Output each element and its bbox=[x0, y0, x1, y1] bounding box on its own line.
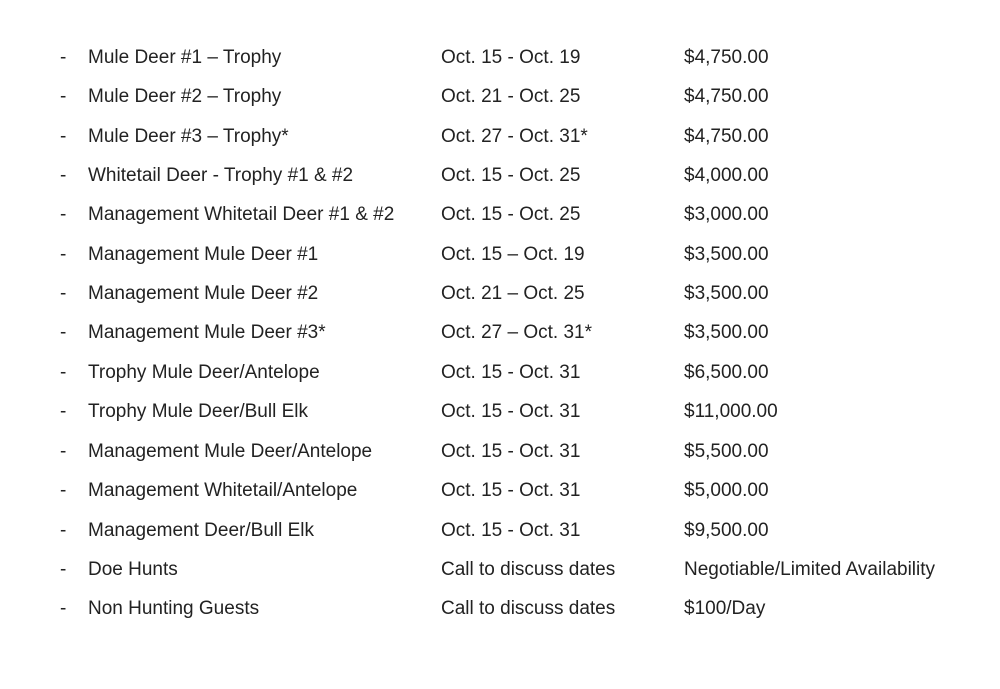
hunt-price: $4,000.00 bbox=[684, 165, 769, 186]
hunt-name: Management Mule Deer/Antelope bbox=[88, 441, 373, 462]
hunt-price: $11,000.00 bbox=[684, 401, 778, 422]
list-bullet: - bbox=[60, 126, 67, 147]
list-item bbox=[0, 358, 1000, 388]
list-bullet: - bbox=[60, 441, 67, 462]
list-item bbox=[0, 279, 1000, 309]
hunt-name: Non Hunting Guests bbox=[88, 598, 260, 619]
hunt-name: Management Whitetail Deer #1 & #2 bbox=[88, 204, 395, 225]
hunt-name: Mule Deer #3 – Trophy* bbox=[88, 126, 289, 147]
list-item bbox=[0, 318, 1000, 348]
hunt-price: $6,500.00 bbox=[684, 362, 769, 383]
hunt-dates: Oct. 21 - Oct. 25 bbox=[441, 86, 581, 107]
list-bullet: - bbox=[60, 204, 67, 225]
list-bullet: - bbox=[60, 165, 67, 186]
hunt-name: Mule Deer #1 – Trophy bbox=[88, 47, 282, 68]
list-bullet: - bbox=[60, 244, 67, 265]
hunt-price: $5,500.00 bbox=[684, 441, 769, 462]
hunt-dates: Call to discuss dates bbox=[441, 559, 616, 580]
hunt-price: $100/Day bbox=[684, 598, 766, 619]
hunt-price: $3,500.00 bbox=[684, 322, 769, 343]
list-item bbox=[0, 122, 1000, 152]
hunt-name: Management Whitetail/Antelope bbox=[88, 480, 358, 501]
hunt-name: Mule Deer #2 – Trophy bbox=[88, 86, 282, 107]
hunt-price: $9,500.00 bbox=[684, 520, 769, 541]
list-item bbox=[0, 476, 1000, 506]
hunt-name: Trophy Mule Deer/Bull Elk bbox=[88, 401, 308, 422]
list-bullet: - bbox=[60, 47, 67, 68]
hunt-name: Whitetail Deer - Trophy #1 & #2 bbox=[88, 165, 354, 186]
list-item bbox=[0, 516, 1000, 546]
hunt-name: Management Mule Deer #1 bbox=[88, 244, 319, 265]
hunt-dates: Oct. 15 - Oct. 25 bbox=[441, 165, 581, 186]
list-bullet: - bbox=[60, 86, 67, 107]
hunt-price: $4,750.00 bbox=[684, 47, 769, 68]
hunt-name: Trophy Mule Deer/Antelope bbox=[88, 362, 320, 383]
hunt-dates: Oct. 15 - Oct. 25 bbox=[441, 204, 581, 225]
list-bullet: - bbox=[60, 520, 67, 541]
hunt-price: $5,000.00 bbox=[684, 480, 769, 501]
list-item bbox=[0, 240, 1000, 270]
list-item bbox=[0, 200, 1000, 230]
hunt-name: Management Deer/Bull Elk bbox=[88, 520, 314, 541]
list-bullet: - bbox=[60, 283, 67, 304]
list-item bbox=[0, 437, 1000, 467]
list-item bbox=[0, 555, 1000, 585]
hunt-name: Management Mule Deer #2 bbox=[88, 283, 319, 304]
list-bullet: - bbox=[60, 362, 67, 383]
hunt-dates: Oct. 15 – Oct. 19 bbox=[441, 244, 585, 265]
hunt-dates: Oct. 15 - Oct. 31 bbox=[441, 520, 581, 541]
hunt-price: Negotiable/Limited Availability bbox=[684, 559, 936, 580]
hunt-price: $3,500.00 bbox=[684, 283, 769, 304]
hunt-dates: Oct. 15 - Oct. 31 bbox=[441, 441, 581, 462]
hunt-price: $3,500.00 bbox=[684, 244, 769, 265]
list-bullet: - bbox=[60, 598, 67, 619]
list-bullet: - bbox=[60, 559, 67, 580]
hunt-name: Management Mule Deer #3* bbox=[88, 322, 326, 343]
list-item bbox=[0, 594, 1000, 624]
hunt-price: $4,750.00 bbox=[684, 126, 769, 147]
hunt-dates: Call to discuss dates bbox=[441, 598, 616, 619]
hunt-price: $4,750.00 bbox=[684, 86, 769, 107]
list-bullet: - bbox=[60, 480, 67, 501]
list-item bbox=[0, 397, 1000, 427]
list-bullet: - bbox=[60, 322, 67, 343]
hunt-dates: Oct. 15 - Oct. 31 bbox=[441, 362, 581, 383]
hunt-dates: Oct. 15 - Oct. 19 bbox=[441, 47, 581, 68]
hunt-dates: Oct. 27 – Oct. 31* bbox=[441, 322, 593, 343]
hunt-price: $3,000.00 bbox=[684, 204, 769, 225]
hunt-dates: Oct. 15 - Oct. 31 bbox=[441, 480, 581, 501]
hunt-dates: Oct. 21 – Oct. 25 bbox=[441, 283, 585, 304]
list-bullet: - bbox=[60, 401, 67, 422]
list-item bbox=[0, 82, 1000, 112]
hunt-dates: Oct. 27 - Oct. 31* bbox=[441, 126, 588, 147]
list-item bbox=[0, 43, 1000, 73]
hunt-dates: Oct. 15 - Oct. 31 bbox=[441, 401, 581, 422]
hunt-name: Doe Hunts bbox=[88, 559, 178, 580]
list-item bbox=[0, 161, 1000, 191]
